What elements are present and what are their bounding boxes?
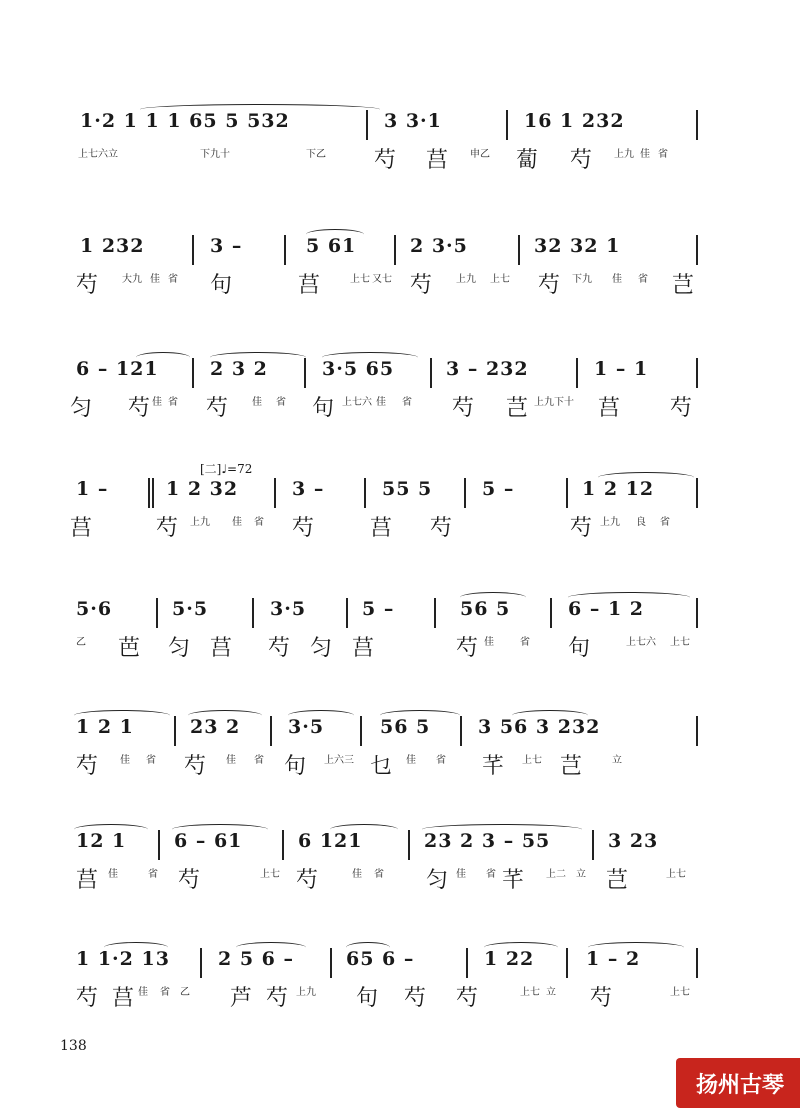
measure: 56 5 bbox=[460, 598, 511, 620]
jianzi-char: 芊 bbox=[482, 754, 505, 779]
jianzi-char: 立 bbox=[576, 869, 586, 880]
bar-line bbox=[282, 830, 284, 860]
bar-line bbox=[518, 235, 520, 265]
measure: 2 3 2 bbox=[210, 358, 268, 380]
jianzi-char: 省 bbox=[276, 397, 286, 408]
score-system-4 bbox=[60, 462, 760, 588]
measure: 1·2 1 1 1 65 5 532 bbox=[80, 110, 290, 132]
jianzi-char: 句 bbox=[356, 986, 379, 1011]
jianzi-char: 匀 bbox=[70, 396, 93, 421]
watermark-badge: 扬州古琴 bbox=[676, 1058, 800, 1108]
jianzi-char: 下九 bbox=[572, 274, 592, 285]
bar-line bbox=[696, 948, 698, 978]
bar-line bbox=[252, 598, 254, 628]
jianzi-char: 芍 bbox=[430, 516, 453, 541]
measure: 55 5 bbox=[382, 478, 433, 500]
jianzi-char: 佳 bbox=[108, 869, 118, 880]
jianzi-char: 佳 bbox=[352, 869, 362, 880]
jianzi-char: 芍 bbox=[156, 516, 179, 541]
measure: 16 1 232 bbox=[524, 110, 625, 132]
measure: 5 – bbox=[362, 598, 395, 620]
measure: 6 121 bbox=[298, 830, 363, 852]
measure: 5 61 bbox=[306, 235, 357, 257]
jianzi-char: 立 bbox=[546, 987, 556, 998]
jianzi-char: 莒 bbox=[298, 273, 321, 298]
jianzi-char: 上九 bbox=[456, 274, 476, 285]
jianzi-char: 佳 bbox=[152, 397, 162, 408]
jianzi-char: 上七 bbox=[350, 274, 370, 285]
jianzi-char: 乜 bbox=[370, 754, 393, 779]
jianzi-char: 芑 bbox=[506, 396, 529, 421]
bar-line bbox=[550, 598, 552, 628]
jianzi-char: 省 bbox=[254, 755, 264, 766]
measure: 3·5 65 bbox=[322, 358, 395, 380]
jianzi-char: 上九下十 bbox=[534, 397, 574, 408]
jianzi-char: 句 bbox=[312, 396, 335, 421]
jianzi-char: 句 bbox=[284, 754, 307, 779]
jianzi-line bbox=[60, 398, 760, 458]
jianzi-char: 省 bbox=[658, 149, 668, 160]
notation-line bbox=[60, 462, 760, 520]
jianzi-char: 佳 bbox=[252, 397, 262, 408]
score-system-8 bbox=[60, 948, 760, 1058]
jianzi-char: 省 bbox=[168, 397, 178, 408]
bar-line bbox=[284, 235, 286, 265]
bar-line bbox=[346, 598, 348, 628]
jianzi-char: 芍 bbox=[296, 868, 319, 893]
jianzi-char: 下九十 bbox=[200, 149, 230, 160]
bar-line bbox=[696, 716, 698, 746]
jianzi-char: 省 bbox=[160, 987, 170, 998]
measure: 6 – 1 2 bbox=[568, 598, 645, 620]
jianzi-char: 上七 bbox=[666, 869, 686, 880]
measure: 12 1 bbox=[76, 830, 127, 852]
jianzi-char: 佳 bbox=[406, 755, 416, 766]
jianzi-char: 佳 bbox=[120, 755, 130, 766]
bar-line bbox=[592, 830, 594, 860]
bar-line bbox=[566, 478, 568, 508]
score-system-7 bbox=[60, 830, 760, 940]
measure: 1 2 12 bbox=[582, 478, 655, 500]
bar-line bbox=[174, 716, 176, 746]
jianzi-char: 芭 bbox=[118, 636, 141, 661]
bar-line bbox=[576, 358, 578, 388]
jianzi-char: 芍 bbox=[452, 396, 475, 421]
jianzi-char: 芍 bbox=[178, 868, 201, 893]
measure: 32 32 1 bbox=[534, 235, 621, 257]
page-number: 138 bbox=[60, 1038, 87, 1054]
jianzi-char: 省 bbox=[168, 274, 178, 285]
bar-line bbox=[696, 235, 698, 265]
jianzi-line bbox=[60, 756, 760, 816]
jianzi-line bbox=[60, 638, 760, 698]
jianzi-line bbox=[60, 518, 760, 578]
jianzi-char: 上七六立 bbox=[78, 149, 118, 160]
jianzi-char: 上九 bbox=[600, 517, 620, 528]
jianzi-char: 乙 bbox=[180, 987, 190, 998]
bar-line bbox=[464, 478, 466, 508]
bar-line bbox=[270, 716, 272, 746]
jianzi-char: 句 bbox=[568, 636, 591, 661]
measure: 1 – 1 bbox=[594, 358, 649, 380]
jianzi-char: 大九 bbox=[122, 274, 142, 285]
jianzi-char: 省 bbox=[436, 755, 446, 766]
bar-line bbox=[466, 948, 468, 978]
jianzi-char: 芍 bbox=[538, 273, 561, 298]
jianzi-char: 莒 bbox=[352, 636, 375, 661]
jianzi-char: 芍 bbox=[268, 636, 291, 661]
notation-line bbox=[60, 948, 760, 990]
bar-line bbox=[408, 830, 410, 860]
jianzi-char: 佳 bbox=[376, 397, 386, 408]
measure: 3 – 232 bbox=[446, 358, 529, 380]
measure: 3 – bbox=[292, 478, 325, 500]
notation-line bbox=[60, 716, 760, 758]
measure: 56 5 bbox=[380, 716, 431, 738]
jianzi-char: 芍 bbox=[128, 396, 151, 421]
jianzi-char: 莒 bbox=[598, 396, 621, 421]
bar-line bbox=[460, 716, 462, 746]
jianzi-char: 上六三 bbox=[324, 755, 354, 766]
jianzi-char: 上二 bbox=[546, 869, 566, 880]
jianzi-char: 芍 bbox=[76, 273, 99, 298]
bar-line bbox=[506, 110, 508, 140]
jianzi-char: 上七六 bbox=[342, 397, 372, 408]
notation-line bbox=[60, 598, 760, 640]
jianzi-char: 乙 bbox=[76, 637, 86, 648]
jianzi-char: 省 bbox=[660, 517, 670, 528]
jianzi-char: 芍 bbox=[206, 396, 229, 421]
bar-line bbox=[696, 478, 698, 508]
jianzi-char: 佳 bbox=[226, 755, 236, 766]
jianzi-char: 莒 bbox=[370, 516, 393, 541]
score-system-5 bbox=[60, 598, 760, 708]
bar-line bbox=[274, 478, 276, 508]
jianzi-char: 蔔 bbox=[516, 148, 539, 173]
bar-line bbox=[394, 235, 396, 265]
jianzi-char: 上七 bbox=[522, 755, 542, 766]
measure: 5·6 bbox=[76, 598, 113, 620]
bar-line bbox=[696, 598, 698, 628]
measure: 3 23 bbox=[608, 830, 659, 852]
jianzi-line bbox=[60, 275, 760, 335]
jianzi-char: 匀 bbox=[426, 868, 449, 893]
jianzi-char: 莒 bbox=[112, 986, 135, 1011]
measure: 1 – 2 bbox=[586, 948, 641, 970]
jianzi-char: 佳 bbox=[612, 274, 622, 285]
jianzi-line bbox=[60, 150, 760, 210]
jianzi-char: 省 bbox=[486, 869, 496, 880]
jianzi-char: 莒 bbox=[210, 636, 233, 661]
jianzi-char: 省 bbox=[638, 274, 648, 285]
jianzi-char: 芑 bbox=[560, 754, 583, 779]
jianzi-char: 上九 bbox=[296, 987, 316, 998]
jianzi-char: 芍 bbox=[456, 636, 479, 661]
bar-line bbox=[696, 110, 698, 140]
bar-line bbox=[434, 598, 436, 628]
measure: 3 – bbox=[210, 235, 243, 257]
jianzi-char: 佳 bbox=[456, 869, 466, 880]
jianzi-char: 佳 bbox=[138, 987, 148, 998]
jianzi-char: 佳 bbox=[640, 149, 650, 160]
jianzi-char: 芍 bbox=[76, 754, 99, 779]
bar-line bbox=[192, 358, 194, 388]
notation-line bbox=[60, 110, 760, 152]
jianzi-char: 芍 bbox=[670, 396, 693, 421]
jianzi-char: 省 bbox=[254, 517, 264, 528]
measure: 1 2 32 bbox=[166, 478, 239, 500]
bar-line bbox=[566, 948, 568, 978]
measure: 2 3·5 bbox=[410, 235, 468, 257]
measure: 2 5 6 – bbox=[218, 948, 295, 970]
jianzi-char: 句 bbox=[210, 273, 233, 298]
measure: 6 – 61 bbox=[174, 830, 243, 852]
measure: 5·5 bbox=[172, 598, 209, 620]
jianzi-char: 立 bbox=[612, 755, 622, 766]
jianzi-char: 莒 bbox=[76, 868, 99, 893]
measure: 1 2 1 bbox=[76, 716, 134, 738]
notation-line bbox=[60, 830, 760, 872]
measure: 1 232 bbox=[80, 235, 145, 257]
measure: 65 6 – bbox=[346, 948, 415, 970]
jianzi-char: 省 bbox=[520, 637, 530, 648]
jianzi-char: 上七 bbox=[670, 987, 690, 998]
measure: 3·5 bbox=[270, 598, 307, 620]
jianzi-char: 芍 bbox=[404, 986, 427, 1011]
jianzi-char: 上七 bbox=[490, 274, 510, 285]
measure: 1 1·2 13 bbox=[76, 948, 170, 970]
measure: 3 3·1 bbox=[384, 110, 442, 132]
score-system-2 bbox=[60, 235, 760, 345]
bar-line bbox=[192, 235, 194, 265]
jianzi-char: 省 bbox=[374, 869, 384, 880]
jianzi-char: 上七六 bbox=[626, 637, 656, 648]
bar-line bbox=[696, 358, 698, 388]
score-system-3 bbox=[60, 358, 760, 468]
jianzi-char: 芍 bbox=[266, 986, 289, 1011]
jianzi-char: 省 bbox=[146, 755, 156, 766]
jianzi-char: 佳 bbox=[232, 517, 242, 528]
bar-line bbox=[330, 948, 332, 978]
bar-line bbox=[366, 110, 368, 140]
jianzi-char: 芍 bbox=[590, 986, 613, 1011]
jianzi-char: 良 bbox=[636, 517, 646, 528]
tempo-mark: [二]♩=72 bbox=[200, 462, 253, 476]
jianzi-char: 省 bbox=[402, 397, 412, 408]
jianzi-char: 上七 bbox=[520, 987, 540, 998]
jianzi-char: 省 bbox=[148, 869, 158, 880]
notation-line bbox=[60, 235, 760, 277]
bar-line bbox=[156, 598, 158, 628]
jianzi-char: 芍 bbox=[456, 986, 479, 1011]
jianzi-char: 莒 bbox=[426, 148, 449, 173]
measure: 3 56 3 232 bbox=[478, 716, 601, 738]
jianzi-char: 芑 bbox=[606, 868, 629, 893]
jianzi-char: 芍 bbox=[410, 273, 433, 298]
jianzi-char: 又七 bbox=[372, 274, 392, 285]
bar-line bbox=[200, 948, 202, 978]
jianzi-char: 佳 bbox=[484, 637, 494, 648]
jianzi-char: 上七 bbox=[670, 637, 690, 648]
jianzi-char: 芍 bbox=[570, 148, 593, 173]
bar-line bbox=[158, 830, 160, 860]
jianzi-char: 芍 bbox=[374, 148, 397, 173]
score-system-6 bbox=[60, 716, 760, 826]
jianzi-char: 佳 bbox=[150, 274, 160, 285]
jianzi-char: 芍 bbox=[184, 754, 207, 779]
jianzi-char: 上七 bbox=[260, 869, 280, 880]
jianzi-char: 匀 bbox=[310, 636, 333, 661]
bar-line bbox=[364, 478, 366, 508]
jianzi-char: 芍 bbox=[570, 516, 593, 541]
jianzi-char: 芦 bbox=[230, 986, 253, 1011]
jianzi-char: 芊 bbox=[502, 868, 525, 893]
measure: 23 2 3 – 55 bbox=[424, 830, 551, 852]
jianzi-line bbox=[60, 988, 760, 1048]
measure: 23 2 bbox=[190, 716, 241, 738]
measure: 3·5 bbox=[288, 716, 325, 738]
double-bar-line bbox=[148, 478, 154, 508]
jianzi-line bbox=[60, 870, 760, 930]
bar-line bbox=[304, 358, 306, 388]
bar-line bbox=[430, 358, 432, 388]
jianzi-char: 下乙 bbox=[306, 149, 326, 160]
notation-line bbox=[60, 358, 760, 400]
measure: 5 – bbox=[482, 478, 515, 500]
jianzi-char: 芑 bbox=[672, 273, 695, 298]
jianzi-char: 上九 bbox=[614, 149, 634, 160]
measure: 1 22 bbox=[484, 948, 535, 970]
jianzi-char: 芍 bbox=[292, 516, 315, 541]
measure: 1 – bbox=[76, 478, 109, 500]
measure: 6 – 121 bbox=[76, 358, 159, 380]
bar-line bbox=[360, 716, 362, 746]
score-system-1 bbox=[60, 110, 760, 220]
jianzi-char: 芍 bbox=[76, 986, 99, 1011]
jianzi-char: 莒 bbox=[70, 516, 93, 541]
jianzi-char: 申乙 bbox=[470, 149, 490, 160]
jianzi-char: 上九 bbox=[190, 517, 210, 528]
jianzi-char: 匀 bbox=[168, 636, 191, 661]
